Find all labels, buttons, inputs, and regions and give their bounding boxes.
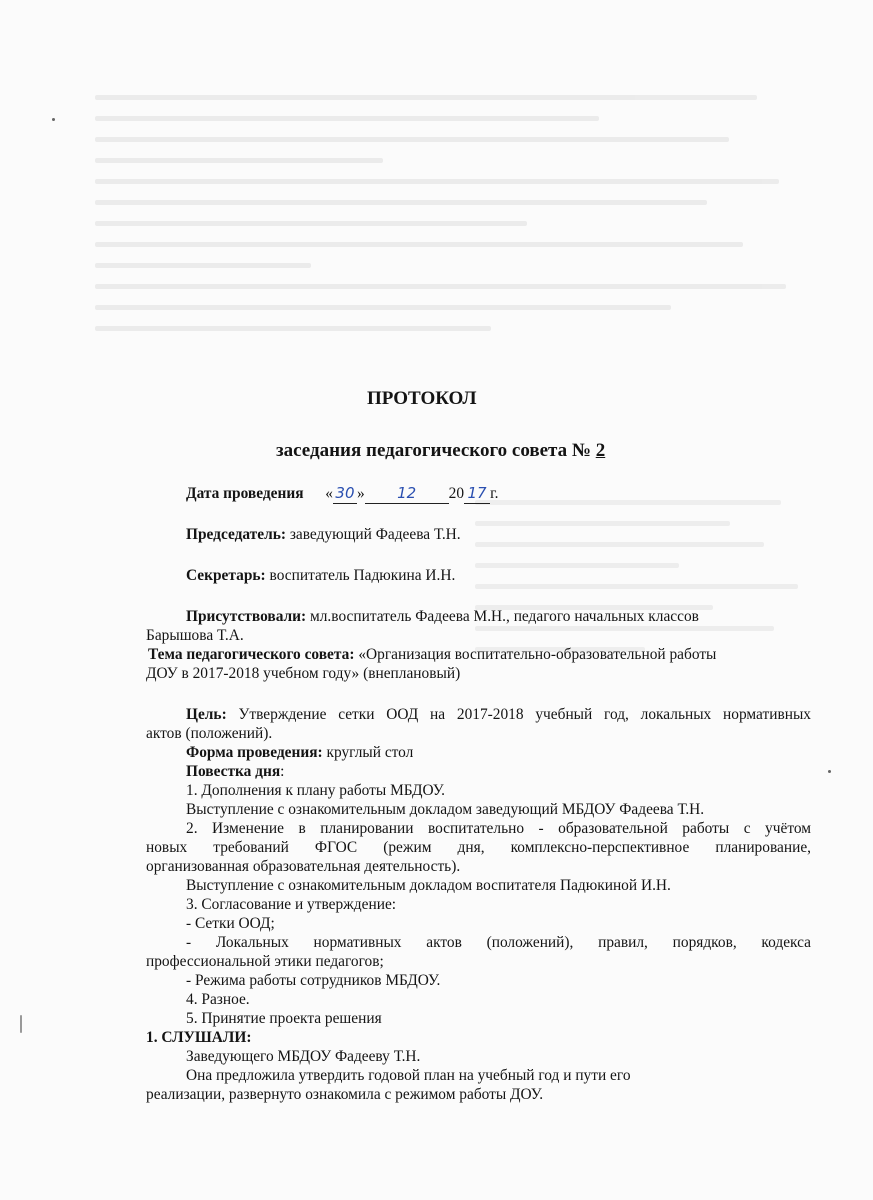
agenda-item: 1. Дополнения к плану работы МБДОУ.	[186, 782, 445, 799]
form-line	[186, 743, 413, 762]
agenda-heading	[186, 762, 284, 781]
heard-heading: 1. СЛУШАЛИ:	[146, 1029, 252, 1046]
document-title: ПРОТОКОЛ	[367, 388, 477, 409]
chair-label: Председатель:	[186, 526, 286, 543]
agenda-item: 5. Принятие проекта решения	[186, 1010, 382, 1027]
date-year-handwritten: 17	[464, 484, 490, 504]
secretary-line	[186, 566, 455, 585]
date-day-handwritten: 30	[333, 484, 357, 504]
heard-line: Заведующего МБДОУ Фадееву Т.Н.	[186, 1048, 421, 1065]
agenda-item: - Локальных нормативных актов (положений), правил, порядков, кодекса	[186, 934, 811, 951]
goal-value-1: Утверждение сетки ООД на 2017-2018 учебный год, локальных нормативных	[238, 706, 811, 723]
present-line-1	[186, 607, 699, 626]
goal-line-1	[186, 705, 811, 724]
date-line	[186, 484, 499, 504]
topic-value-1: «Организация воспитательно-образовательной работы	[358, 646, 717, 663]
scan-speck	[20, 1015, 22, 1033]
heard-line: Она предложила утвердить годовой план на учебный год и пути его	[186, 1067, 631, 1084]
date-suffix: г.	[490, 485, 499, 502]
goal-label: Цель:	[186, 706, 227, 723]
agenda-item: Выступление с ознакомительным докладом воспитателя Падюкиной И.Н.	[186, 877, 671, 894]
agenda-item: 4. Разное.	[186, 991, 250, 1008]
heard-line: реализации, развернуто ознакомила с режимом работы ДОУ.	[146, 1086, 544, 1103]
scan-speck	[828, 770, 831, 773]
present-line-2: Барышова Т.А.	[146, 627, 244, 644]
agenda-item: - Сетки ООД;	[186, 915, 275, 932]
present-label: Присутствовали:	[186, 608, 307, 625]
date-month-handwritten: 12	[365, 484, 449, 504]
subtitle-text: заседания педагогического совета №	[276, 440, 591, 461]
present-value-1: мл.воспитатель Фадеева М.Н., педагого начальных классов	[310, 608, 699, 625]
agenda-colon: :	[280, 763, 285, 780]
agenda-item: 2. Изменение в планировании воспитательно - образовательной работы с учётом	[186, 820, 811, 837]
agenda-item: организованная образовательная деятельность).	[146, 858, 461, 875]
topic-label: Тема педагогического совета:	[148, 646, 355, 663]
scan-speck	[52, 118, 55, 121]
council-number: 2	[595, 440, 606, 461]
topic-line-2: ДОУ в 2017-2018 учебном году» (внеплановый)	[146, 665, 461, 682]
date-open-quote: «	[325, 485, 333, 502]
date-close-quote: »	[356, 485, 365, 502]
chair-value: заведующий Фадеева Т.Н.	[289, 526, 461, 543]
agenda-item: 3. Согласование и утверждение:	[186, 896, 397, 913]
document-subtitle	[0, 440, 873, 462]
topic-line-1	[148, 645, 716, 664]
chair-line	[186, 525, 461, 544]
date-year-prefix: 20	[448, 485, 465, 502]
reverse-side-bleed-through	[95, 95, 815, 415]
agenda-label: Повестка дня	[186, 763, 281, 780]
secretary-label: Секретарь:	[186, 567, 266, 584]
secretary-value: воспитатель Падюкина И.Н.	[269, 567, 456, 584]
goal-line-2: актов (положений).	[146, 725, 273, 742]
agenda-item: новых требований ФГОС (режим дня, комплексно-перспективное планирование,	[146, 839, 811, 856]
form-label: Форма проведения:	[186, 744, 323, 761]
agenda-item: Выступление с ознакомительным докладом заведующий МБДОУ Фадеева Т.Н.	[186, 801, 705, 818]
agenda-item: - Режима работы сотрудников МБДОУ.	[186, 972, 441, 989]
date-label: Дата проведения	[186, 485, 304, 502]
form-value: круглый стол	[326, 744, 414, 761]
agenda-item: профессиональной этики педагогов;	[146, 953, 384, 970]
